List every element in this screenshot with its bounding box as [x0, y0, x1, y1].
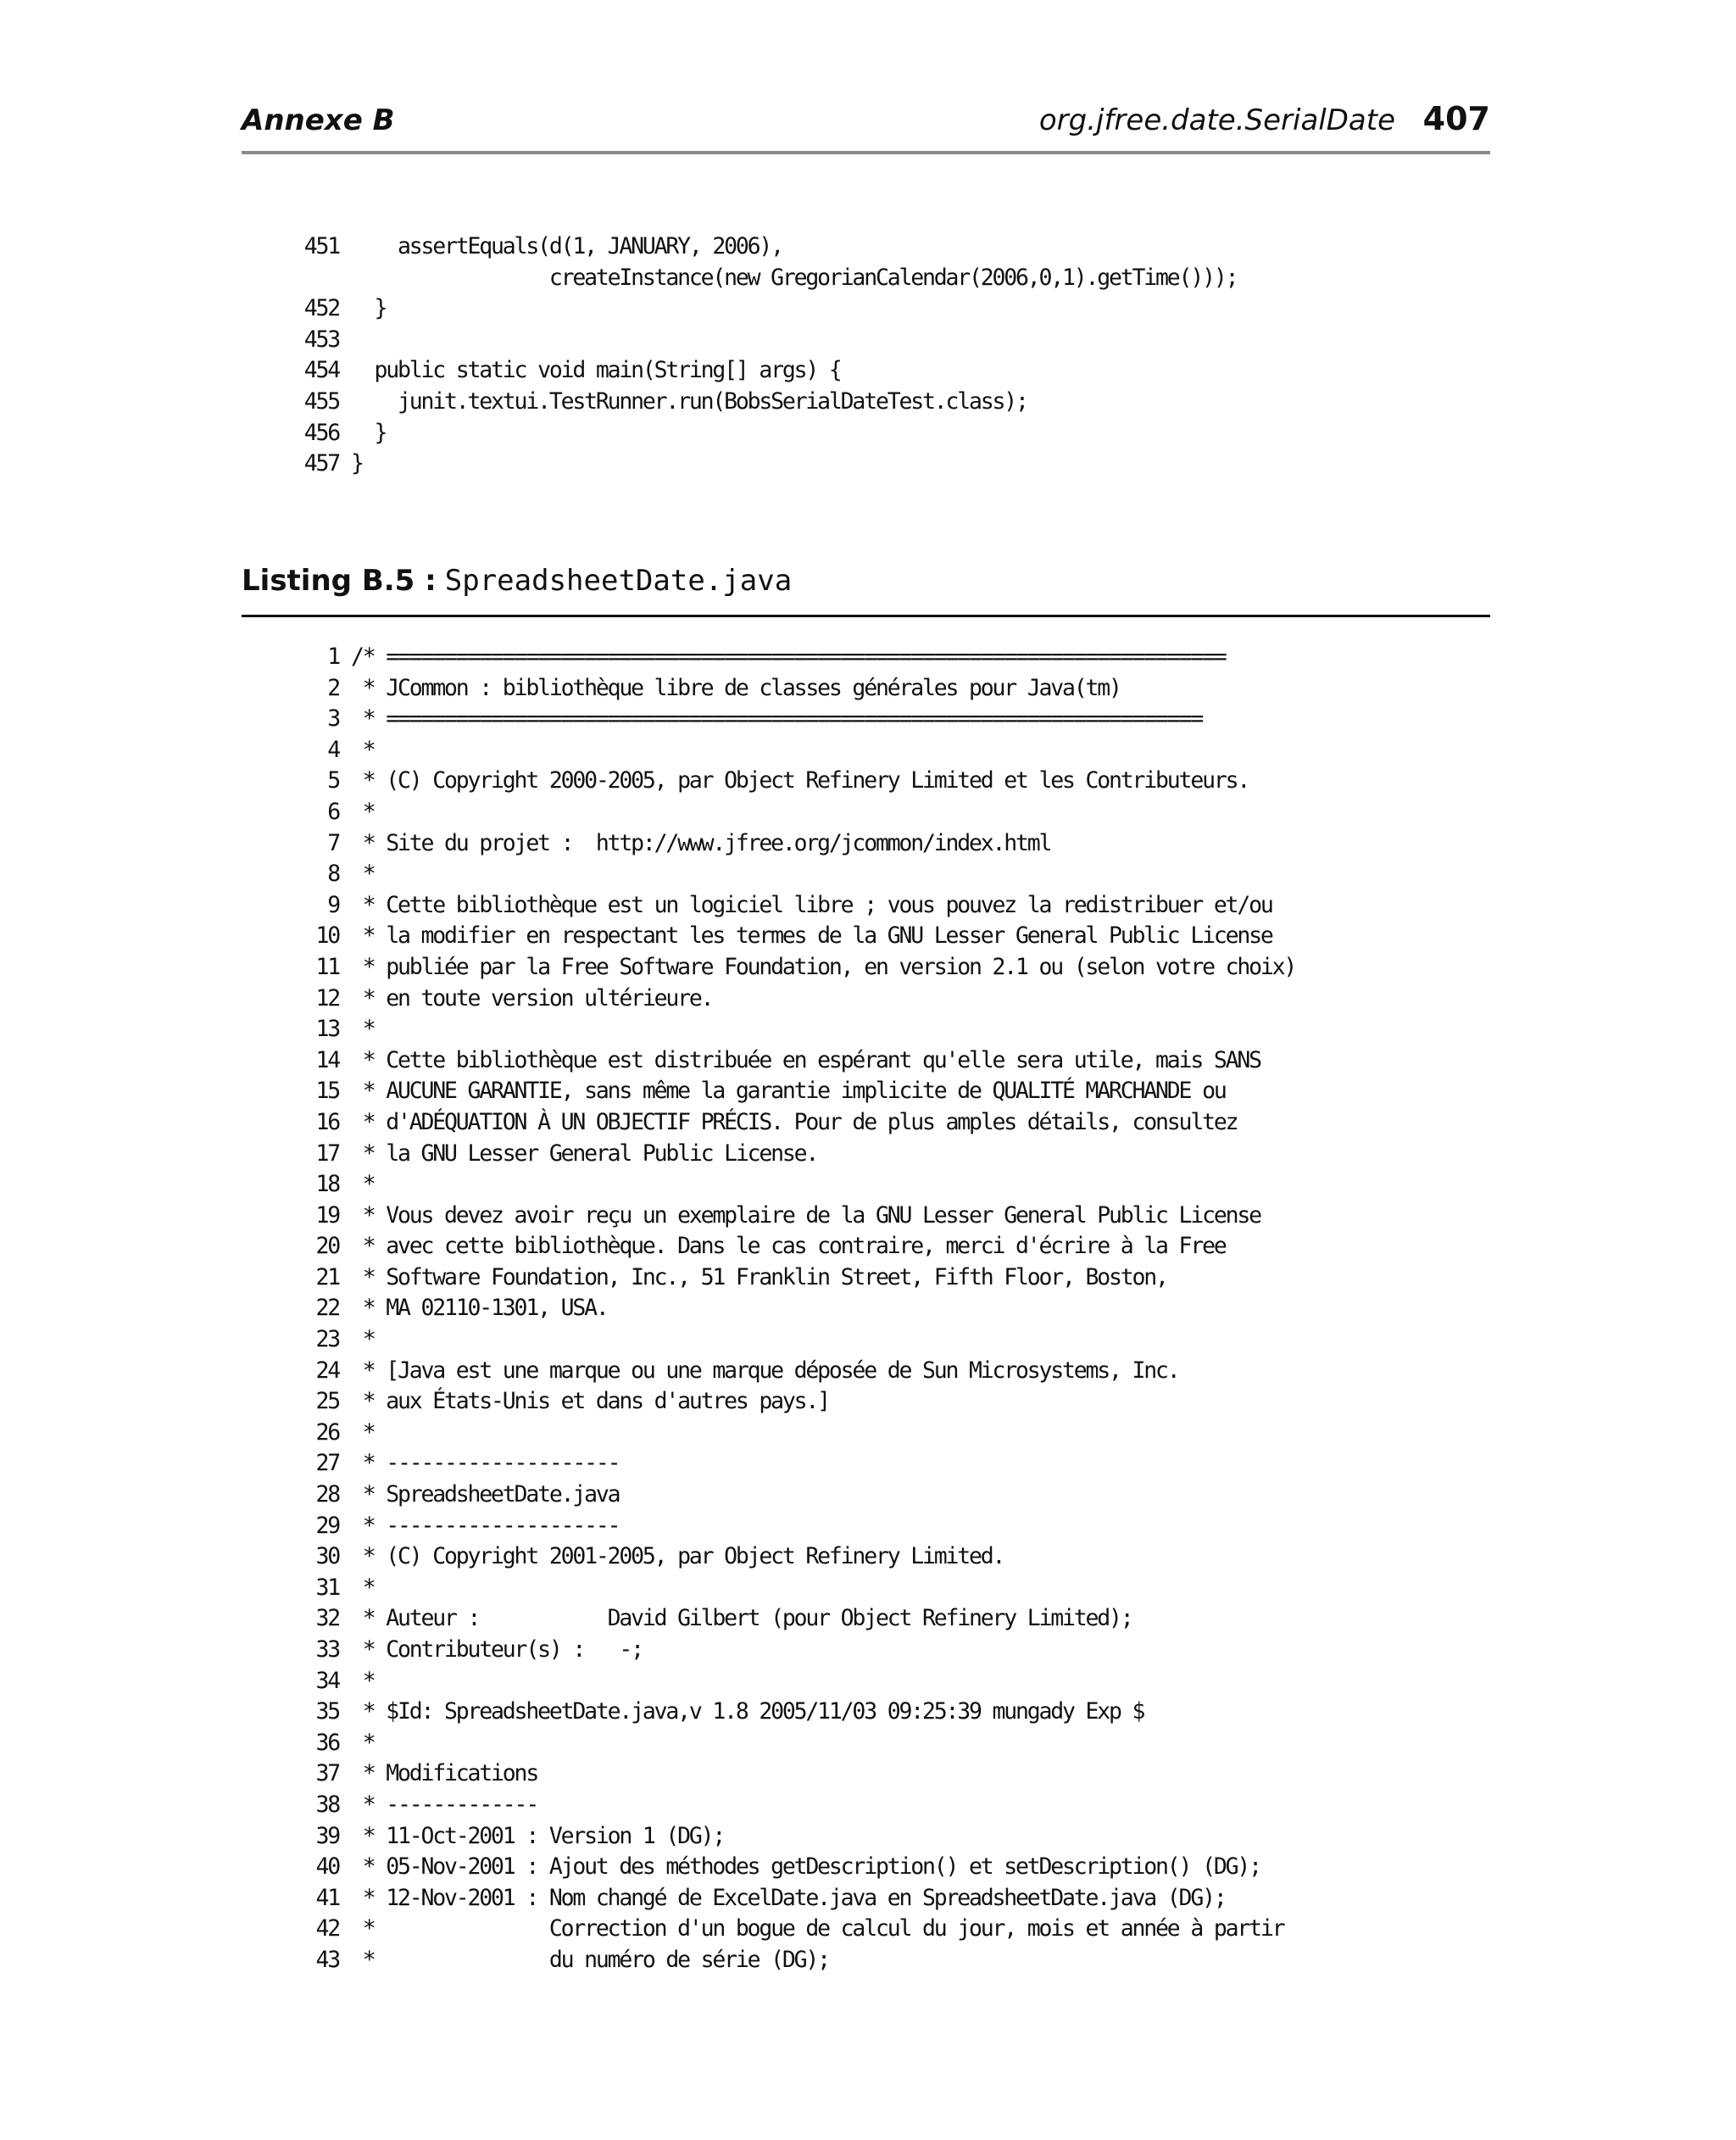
code-line: [292, 859, 1295, 890]
code-text: * Vous devez avoir reçu un exemplaire de la GNU Lesser General Public License: [351, 1201, 1260, 1229]
code-line: [292, 1324, 1295, 1356]
code-text: * la GNU Lesser General Public License.: [351, 1140, 818, 1167]
line-number: 13: [315, 1016, 339, 1043]
line-number: 4: [327, 736, 339, 763]
code-line: [292, 921, 1295, 952]
code-line: [292, 1045, 1295, 1077]
code-text: * ======================================================================: [351, 705, 1203, 733]
code-line: [292, 1541, 1295, 1573]
code-text: * Cette bibliothèque est distribuée en espérant qu'elle sera utile, mais SANS: [351, 1046, 1260, 1073]
line-number: 24: [315, 1357, 339, 1384]
line-number: 40: [315, 1853, 339, 1881]
code-line: [292, 1262, 1295, 1294]
line-number: 35: [315, 1698, 339, 1725]
line-number: 15: [315, 1078, 339, 1105]
code-line: [292, 1386, 1295, 1418]
code-text: * (C) Copyright 2001-2005, par Object Refinery Limited.: [351, 1543, 1004, 1570]
code-line: [292, 673, 1295, 705]
code-text: * JCommon : bibliothèque libre de classes générales pour Java(tm): [351, 674, 1121, 701]
code-text: public static void main(String[] args) {: [351, 357, 841, 384]
chapter-title: Annexe B: [242, 103, 395, 137]
code-text: *: [351, 1574, 375, 1601]
code-line: [292, 355, 1237, 387]
line-number: 18: [315, 1171, 339, 1198]
line-number: 22: [315, 1295, 339, 1322]
code-line: [292, 1169, 1295, 1201]
code-text: }: [351, 295, 387, 322]
code-text: * MA 02110-1301, USA.: [351, 1295, 608, 1322]
code-line: [292, 1293, 1295, 1324]
code-text: * Site du projet : http://www.jfree.org/jcommon/index.html: [351, 829, 1051, 856]
code-text: * SpreadsheetDate.java: [351, 1481, 620, 1508]
code-line: [292, 263, 1237, 294]
code-line: [292, 797, 1295, 828]
code-text: createInstance(new GregorianCalendar(2006,0,1).getTime()));: [351, 264, 1238, 291]
code-text: *: [351, 798, 375, 825]
listing-filename: SpreadsheetDate.java: [444, 564, 793, 598]
line-number: 454: [303, 357, 339, 384]
line-number: 3: [327, 705, 339, 733]
line-number: 7: [327, 829, 339, 856]
code-line: [292, 1821, 1295, 1853]
line-number: 32: [315, 1605, 339, 1632]
line-number: 30: [315, 1543, 339, 1570]
code-text: * AUCUNE GARANTIE, sans même la garantie implicite de QUALITÉ MARCHANDE ou: [351, 1078, 1226, 1105]
code-line: [292, 890, 1295, 922]
line-number: 6: [327, 798, 339, 825]
code-text: *: [351, 1418, 375, 1446]
listing-caption: [242, 564, 792, 598]
code-line: [292, 1356, 1295, 1387]
code-block-top: [292, 231, 1237, 480]
line-number: 36: [315, 1729, 339, 1756]
code-line: [292, 952, 1295, 984]
code-text: * Cette bibliothèque est un logiciel libre ; vous pouvez la redistribuer et/ou: [351, 891, 1272, 918]
line-number: 16: [315, 1108, 339, 1135]
code-text: * [Java est une marque ou une marque déposée de Sun Microsystems, Inc.: [351, 1357, 1179, 1384]
code-line: [292, 1139, 1295, 1170]
code-text: *: [351, 1326, 375, 1353]
line-number: 37: [315, 1760, 339, 1787]
code-text: *: [351, 1016, 375, 1043]
code-line: [292, 1480, 1295, 1511]
code-line: [292, 1697, 1295, 1728]
code-line: [292, 1790, 1295, 1821]
code-line: [292, 449, 1237, 480]
line-number: 43: [315, 1946, 339, 1973]
line-number: 11: [315, 953, 339, 980]
code-line: [292, 1014, 1295, 1045]
line-number: 38: [315, 1791, 339, 1818]
code-text: * Contributeur(s) : -;: [351, 1636, 643, 1663]
line-number: 21: [315, 1263, 339, 1290]
code-text: * -------------: [351, 1791, 538, 1818]
line-number: 25: [315, 1388, 339, 1415]
code-text: * 05-Nov-2001 : Ajout des méthodes getDescription() et setDescription() (DG);: [351, 1853, 1260, 1881]
code-line: [292, 1603, 1295, 1635]
code-line: [292, 1201, 1295, 1232]
line-number: 29: [315, 1512, 339, 1539]
code-text: *: [351, 736, 375, 763]
code-line: [292, 325, 1237, 356]
line-number: 1: [327, 644, 339, 670]
line-number: 27: [315, 1450, 339, 1477]
code-text: junit.textui.TestRunner.run(BobsSerialDateTest.class);: [351, 387, 1027, 415]
code-line: [292, 1448, 1295, 1480]
code-text: /* ========================================================================: [351, 644, 1226, 670]
code-text: * --------------------: [351, 1512, 620, 1539]
line-number: 2: [327, 674, 339, 701]
header-rule: [242, 151, 1490, 154]
code-text: * avec cette bibliothèque. Dans le cas contraire, merci d'écrire à la Free: [351, 1233, 1226, 1260]
code-line: [292, 293, 1237, 325]
code-text: *: [351, 861, 375, 888]
line-number: 26: [315, 1418, 339, 1446]
code-line: [292, 704, 1295, 735]
code-text: *: [351, 1729, 375, 1756]
line-number: 14: [315, 1046, 339, 1073]
code-line: [292, 1573, 1295, 1604]
code-line: [292, 1076, 1295, 1107]
code-text: * publiée par la Free Software Foundation, en version 2.1 ou (selon votre choix): [351, 953, 1296, 980]
listing-rule: [242, 615, 1490, 617]
code-line: [292, 1231, 1295, 1262]
line-number: 33: [315, 1636, 339, 1663]
code-line: [292, 1728, 1295, 1759]
code-text: * aux États-Unis et dans d'autres pays.]: [351, 1388, 829, 1415]
code-line: [292, 766, 1295, 797]
code-line: [292, 1418, 1295, 1449]
code-line: [292, 1511, 1295, 1542]
line-number: 455: [303, 387, 339, 415]
line-number: 9: [327, 891, 339, 918]
line-number: 28: [315, 1481, 339, 1508]
code-line: [292, 1852, 1295, 1883]
code-line: [292, 828, 1295, 860]
code-text: }: [351, 419, 387, 446]
line-number: 20: [315, 1233, 339, 1260]
line-number: 457: [303, 450, 339, 477]
code-text: assertEquals(d(1, JANUARY, 2006),: [351, 233, 782, 259]
code-line: [292, 1758, 1295, 1790]
code-text: * Correction d'un bogue de calcul du jour, mois et année à partir: [351, 1915, 1284, 1942]
code-line: [292, 1914, 1295, 1945]
line-number: 453: [303, 326, 339, 353]
line-number: 17: [315, 1140, 339, 1167]
code-text: * (C) Copyright 2000-2005, par Object Refinery Limited et les Contributeurs.: [351, 767, 1249, 794]
code-text: * 12-Nov-2001 : Nom changé de ExcelDate.java en SpreadsheetDate.java (DG);: [351, 1884, 1226, 1911]
line-number: 451: [303, 233, 339, 259]
code-line: [292, 387, 1237, 418]
code-text: * Auteur : David Gilbert (pour Object Refinery Limited);: [351, 1605, 1132, 1632]
code-text: * du numéro de série (DG);: [351, 1946, 829, 1973]
line-number: 19: [315, 1201, 339, 1229]
line-number: 456: [303, 419, 339, 446]
code-text: }: [351, 450, 363, 477]
line-number: 39: [315, 1822, 339, 1849]
code-text: * --------------------: [351, 1450, 620, 1477]
code-line: [292, 231, 1237, 263]
code-text: * 11-Oct-2001 : Version 1 (DG);: [351, 1822, 725, 1849]
line-number: 10: [315, 922, 339, 950]
code-line: [292, 1883, 1295, 1914]
code-text: * $Id: SpreadsheetDate.java,v 1.8 2005/11/03 09:25:39 mungady Exp $: [351, 1698, 1144, 1725]
line-number: 42: [315, 1915, 339, 1942]
line-number: 12: [315, 984, 339, 1011]
line-number: 23: [315, 1326, 339, 1353]
code-line: [292, 642, 1295, 673]
code-text: *: [351, 1667, 375, 1694]
listing-label: Listing B.5 :: [242, 564, 437, 598]
code-line: [292, 1635, 1295, 1666]
running-head: [242, 100, 1490, 142]
line-number: 41: [315, 1884, 339, 1911]
line-number: 452: [303, 295, 339, 322]
code-line: [292, 1107, 1295, 1139]
page-number: 407: [1422, 100, 1490, 137]
code-line: [292, 984, 1295, 1015]
code-line: [292, 1666, 1295, 1697]
code-line: [292, 418, 1237, 449]
line-number: 8: [327, 861, 339, 888]
section-title: org.jfree.date.SerialDate: [1038, 103, 1395, 137]
code-line: [292, 735, 1295, 766]
code-text: * Modifications: [351, 1760, 538, 1787]
code-line: [292, 1945, 1295, 1976]
code-text: *: [351, 1171, 375, 1198]
code-text: * en toute version ultérieure.: [351, 984, 713, 1011]
code-text: * Software Foundation, Inc., 51 Franklin Street, Fifth Floor, Boston,: [351, 1263, 1167, 1290]
line-number: 34: [315, 1667, 339, 1694]
line-number: 5: [327, 767, 339, 794]
code-text: * la modifier en respectant les termes de la GNU Lesser General Public License: [351, 922, 1272, 950]
line-number: 31: [315, 1574, 339, 1601]
code-block-listing: [292, 642, 1295, 1976]
code-text: * d'ADÉQUATION À UN OBJECTIF PRÉCIS. Pour de plus amples détails, consultez: [351, 1108, 1238, 1135]
